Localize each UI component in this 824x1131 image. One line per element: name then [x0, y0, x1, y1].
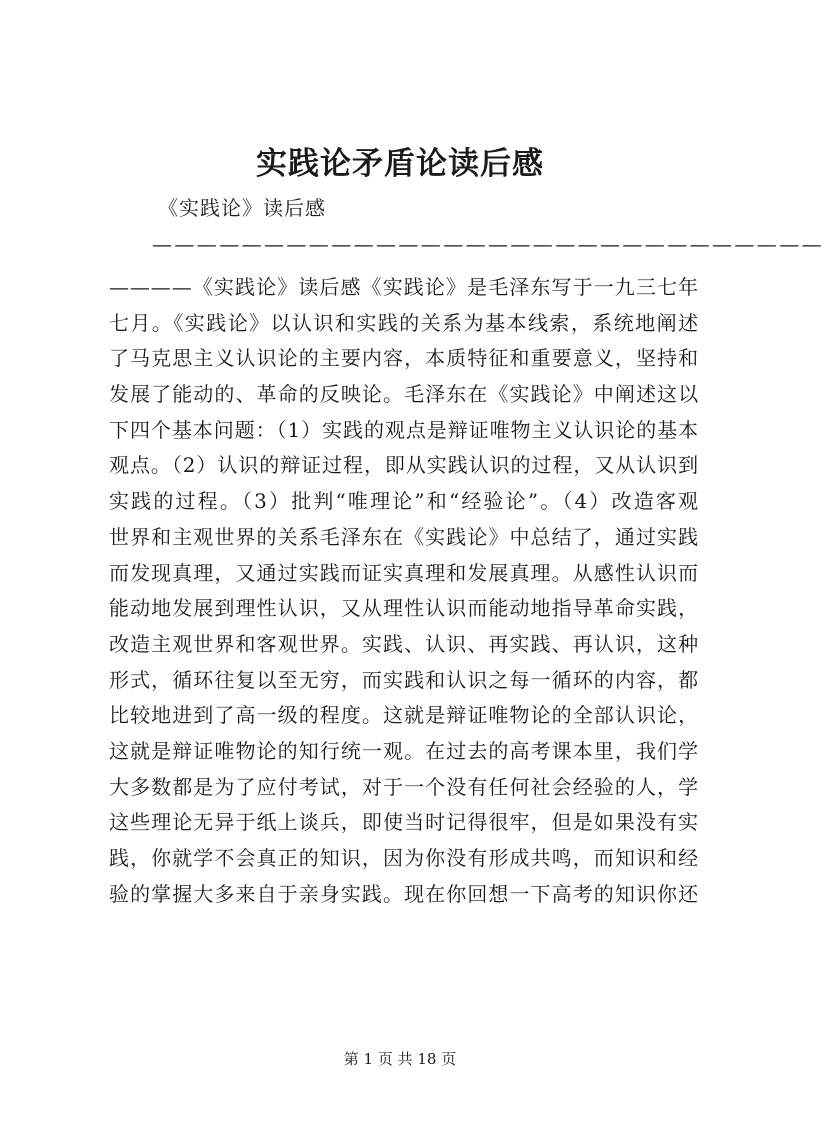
body-line: 改造主观世界和客观世界。实践、认识、再实践、再认识，这种: [109, 631, 699, 656]
separator-line: ——————————————————————————————: [152, 232, 824, 256]
document-body: [109, 270, 699, 912]
body-line: 发展了能动的、革命的反映论。毛泽东在《实践论》中阐述这以: [109, 382, 699, 407]
body-line: 比较地进到了高一级的程度。这就是辩证唯物论的全部认识论，: [109, 703, 699, 728]
body-line: 能动地发展到理性认识，又从理性认识而能动地指导革命实践，: [109, 596, 699, 621]
body-line: 世界和主观世界的关系毛泽东在《实践论》中总结了，通过实践: [109, 524, 699, 549]
body-line: 验的掌握大多来自于亲身实践。现在你回想一下高考的知识你还: [109, 881, 699, 906]
page-indicator: 第 1 页 共 18 页: [343, 1050, 457, 1068]
body-line: 下四个基本问题：（1）实践的观点是辩证唯物主义认识论的基本: [109, 417, 699, 442]
document-subtitle: 《实践论》读后感: [158, 196, 326, 220]
body-line: 观点。（2）认识的辩证过程，即从实践认识的过程，又从认识到: [109, 453, 699, 478]
body-line: 大多数都是为了应付考试，对于一个没有任何社会经验的人，学: [109, 774, 699, 799]
body-line: 实践的过程。（3）批判“唯理论”和“经验论”。（4）改造客观: [109, 489, 699, 514]
body-line: 而发现真理，又通过实践而证实真理和发展真理。从感性认识而: [109, 560, 699, 585]
body-line: 这些理论无异于纸上谈兵，即使当时记得很牢，但是如果没有实: [109, 810, 699, 835]
body-line: 七月。《实践论》以认识和实践的关系为基本线索，系统地阐述: [109, 310, 699, 335]
body-line: 了马克思主义认识论的主要内容，本质特征和重要意义，坚持和: [109, 346, 699, 371]
body-line: 这就是辩证唯物论的知行统一观。在过去的高考课本里，我们学: [109, 738, 699, 763]
document-title: 实践论矛盾论读后感: [256, 146, 544, 182]
body-line: 形式，循环往复以至无穷，而实践和认识之每一循环的内容，都: [109, 667, 699, 692]
body-line: 践，你就学不会真正的知识，因为你没有形成共鸣，而知识和经: [109, 846, 699, 870]
body-line: ————《实践论》读后感《实践论》是毛泽东写于一九三七年: [109, 275, 699, 299]
